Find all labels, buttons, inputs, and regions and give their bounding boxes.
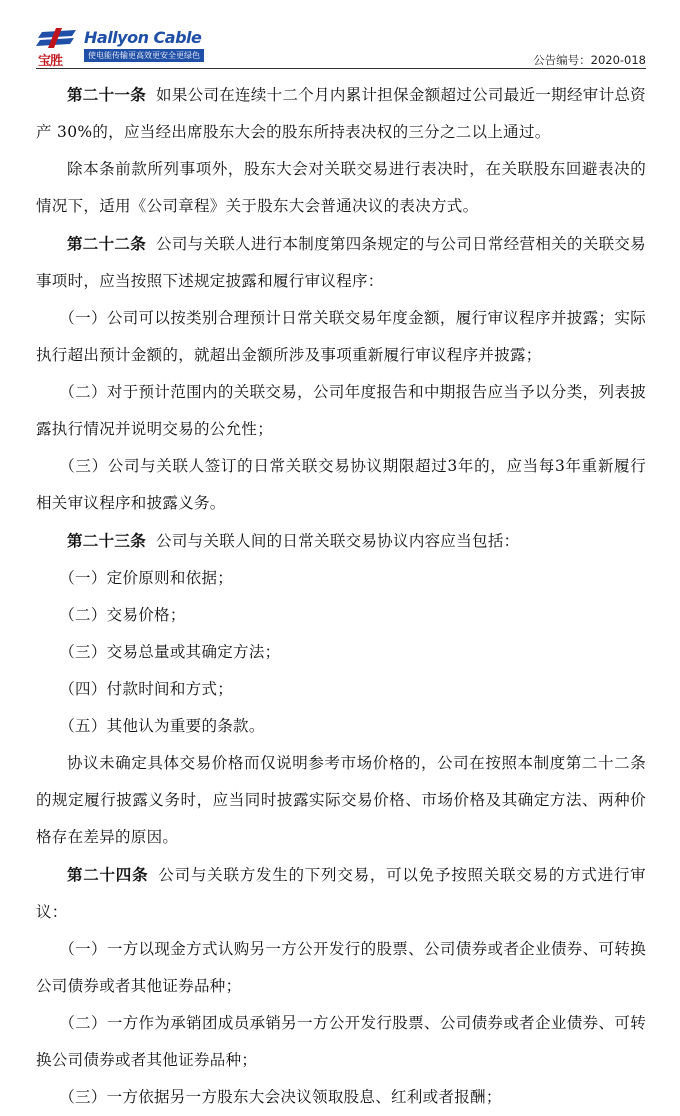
paragraph-text: 协议未确定具体交易价格而仅说明参考市场价格的，公司在按照本制度第二十二条的规定履行披露义务时，应当同时披露实际交易价格、市场价格及其确定方法、两种价格存在差异的原因。 bbox=[36, 754, 646, 846]
article-number: 第二十二条 bbox=[67, 234, 147, 253]
page-header bbox=[36, 28, 646, 69]
body-paragraph bbox=[36, 931, 646, 1005]
paragraph-text: 公司与关联方发生的下列交易，可以免予按照关联交易的方式进行审议： bbox=[36, 866, 646, 921]
paragraph-text: （二）一方作为承销团成员承销另一方公开发行股票、公司债券或者企业债券、可转换公司债券或者其他证券品种； bbox=[36, 1014, 646, 1069]
body-paragraph bbox=[36, 300, 646, 374]
body-paragraph bbox=[36, 1079, 646, 1116]
article-paragraph bbox=[36, 225, 646, 300]
document-body bbox=[36, 76, 646, 1116]
body-paragraph bbox=[36, 597, 646, 634]
logo-english-text: Hallyon Cable bbox=[84, 28, 202, 47]
paragraph-text: （三）公司与关联人签订的日常关联交易协议期限超过3年的，应当每3年重新履行相关审议程序和披露义务。 bbox=[36, 457, 646, 512]
body-paragraph bbox=[36, 560, 646, 597]
logo-chinese-text: 宝胜 bbox=[38, 54, 63, 69]
article-number: 第二十一条 bbox=[67, 85, 147, 104]
body-paragraph bbox=[36, 634, 646, 671]
article-number: 第二十四条 bbox=[67, 865, 149, 884]
paragraph-text: （二）交易价格； bbox=[59, 606, 186, 624]
paragraph-text: （一）定价原则和依据； bbox=[59, 569, 234, 587]
article-paragraph bbox=[36, 522, 646, 560]
logo-tagline: 使电能传输更高效更安全更绿色 bbox=[84, 49, 204, 62]
body-paragraph bbox=[36, 448, 646, 522]
article-number: 第二十三条 bbox=[67, 531, 147, 550]
paragraph-text: 如果公司在连续十二个月内累计担保金额超过公司最近一期经审计总资产 30%的，应当经出席股东大会的股东所持表决权的三分之二以上通过。 bbox=[36, 86, 646, 141]
paragraph-text: 公司与关联人间的日常关联交易协议内容应当包括： bbox=[156, 532, 520, 550]
body-paragraph bbox=[36, 671, 646, 708]
paragraph-text: 除本条前款所列事项外，股东大会对关联交易进行表决时，在关联股东回避表决的情况下，适用《公司章程》关于股东大会普通决议的表决方式。 bbox=[36, 160, 646, 215]
body-paragraph bbox=[36, 745, 646, 856]
paragraph-text: （三）交易总量或其确定方法； bbox=[59, 643, 281, 661]
body-paragraph bbox=[36, 374, 646, 448]
body-paragraph bbox=[36, 708, 646, 745]
paragraph-text: （五）其他认为重要的条款。 bbox=[59, 717, 265, 735]
body-paragraph bbox=[36, 1005, 646, 1079]
article-paragraph bbox=[36, 76, 646, 151]
paragraph-text: 公司与关联人进行本制度第四条规定的与公司日常经营相关的关联交易事项时，应当按照下述规定披露和履行审议程序： bbox=[36, 235, 646, 290]
notice-number: 公告编号：2020-018 bbox=[533, 53, 646, 67]
article-paragraph bbox=[36, 856, 646, 931]
paragraph-text: （一）公司可以按类别合理预计日常关联交易年度金额，履行审议程序并披露；实际执行超出预计金额的，就超出金额所涉及事项重新履行审议程序并披露； bbox=[36, 309, 646, 364]
paragraph-text: （三）一方依据另一方股东大会决议领取股息、红利或者报酬； bbox=[59, 1088, 502, 1106]
paragraph-text: （四）付款时间和方式； bbox=[59, 680, 234, 698]
paragraph-text: （二）对于预计范围内的关联交易，公司年度报告和中期报告应当予以分类，列表披露执行情况并说明交易的公允性； bbox=[36, 383, 646, 438]
paragraph-text: （一）一方以现金方式认购另一方公开发行的股票、公司债券或者企业债券、可转换公司债券或者其他证券品种； bbox=[36, 940, 646, 995]
company-logo bbox=[36, 28, 206, 69]
body-paragraph bbox=[36, 151, 646, 225]
